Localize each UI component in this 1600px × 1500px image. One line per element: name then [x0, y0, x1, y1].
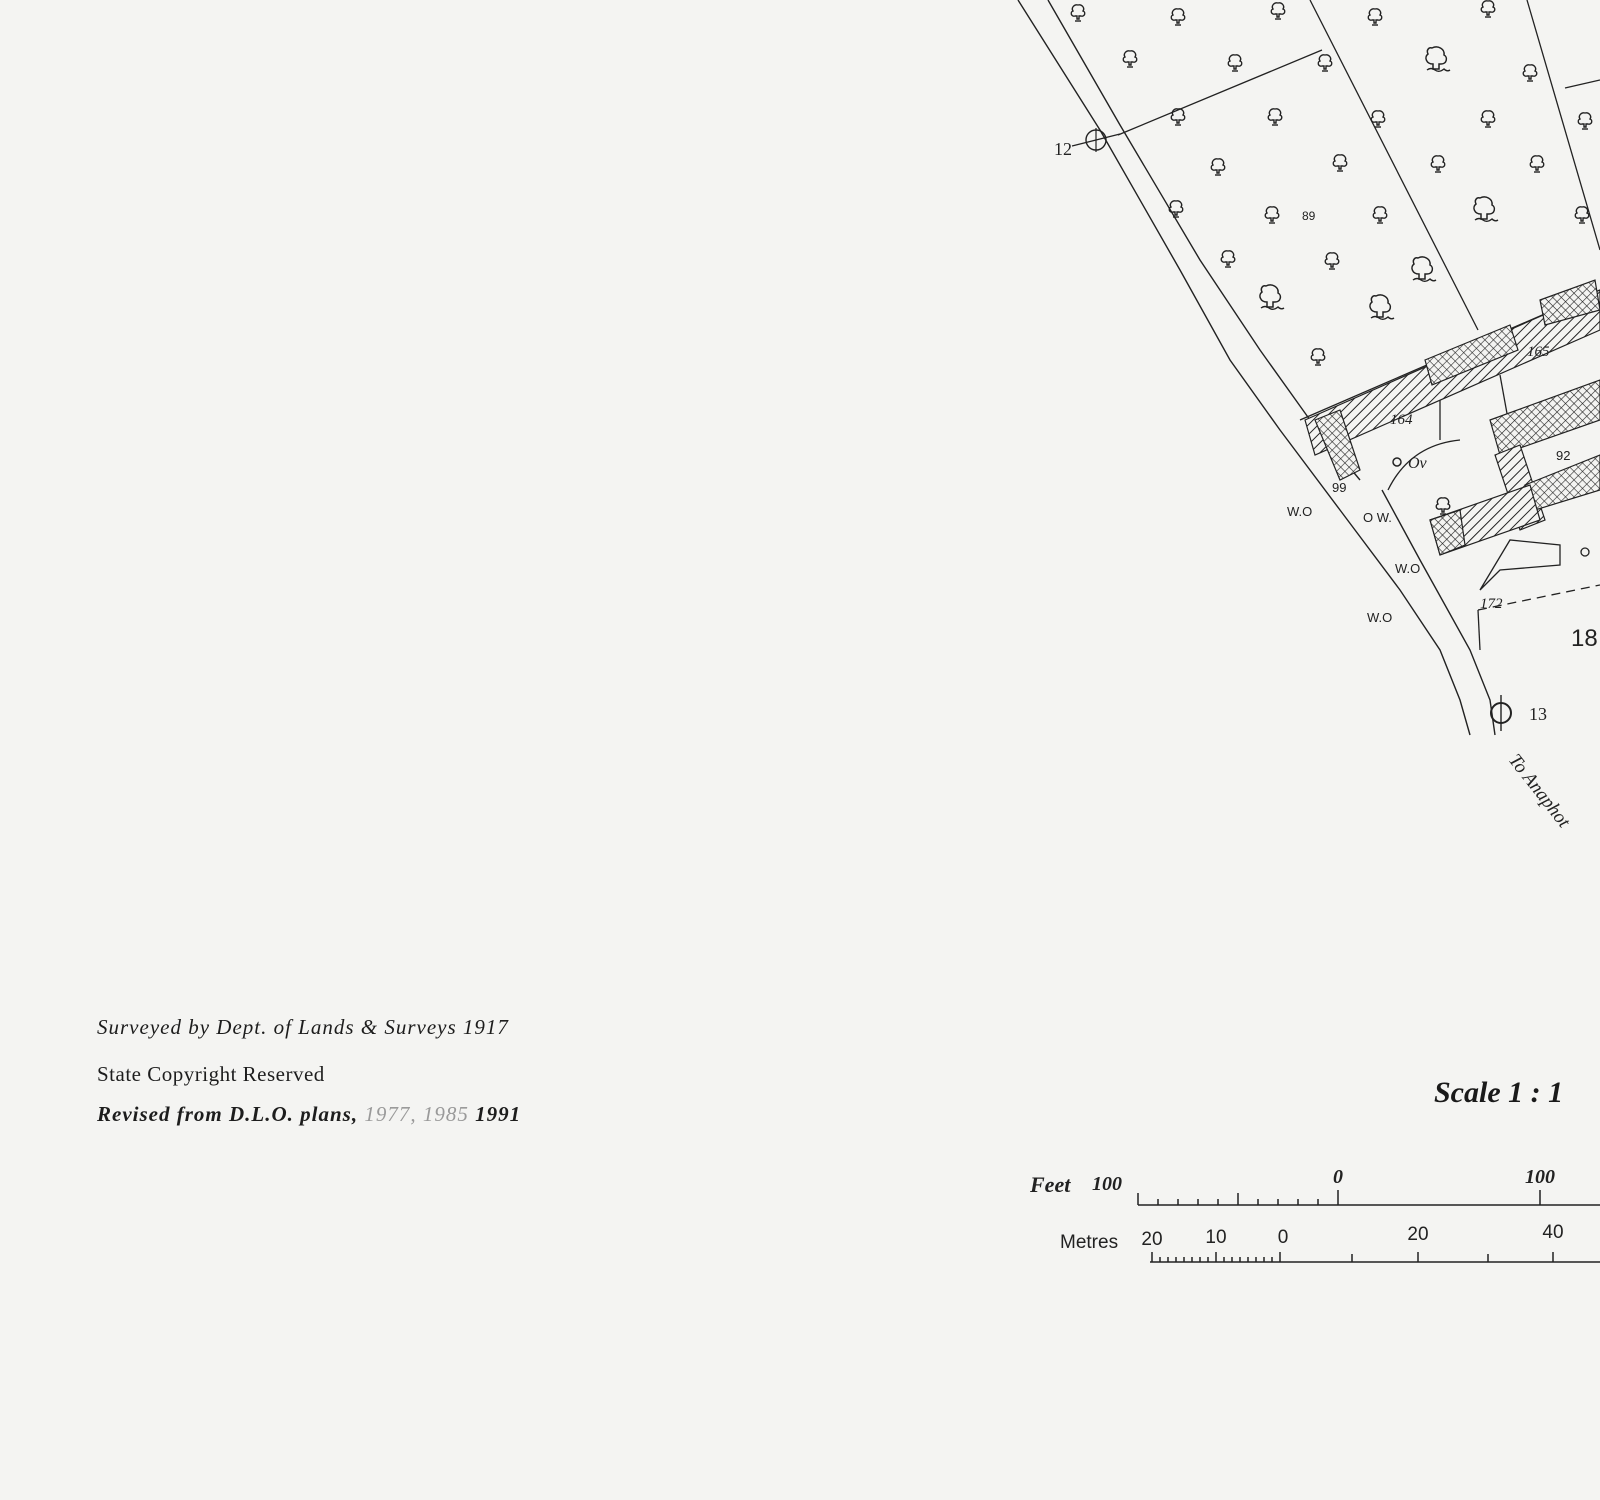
well-marker	[1581, 548, 1589, 556]
well-label: W.O	[1367, 610, 1393, 625]
scale-metres-tick: 20	[1141, 1229, 1163, 1250]
scale-metres-tick: 10	[1205, 1227, 1227, 1248]
well-label: O W.	[1363, 510, 1392, 525]
parcel-number-92: 92	[1556, 448, 1571, 463]
benchmark-12-label: 12	[1054, 139, 1072, 159]
parcel-number-164: 164	[1390, 412, 1413, 428]
scale-metres-tick: 20	[1407, 1224, 1429, 1245]
revision-note-year: 1991	[475, 1102, 522, 1126]
revision-note-years: 1977, 1985	[358, 1102, 476, 1126]
scale-feet-label: Feet	[1030, 1172, 1071, 1197]
copyright-notice: State Copyright Reserved	[97, 1062, 325, 1086]
buildings	[1305, 280, 1600, 555]
scale-feet-tick: 100	[1092, 1173, 1122, 1195]
parcel-number-89: 89	[1302, 209, 1316, 223]
survey-credit: Surveyed by Dept. of Lands & Surveys 1917	[97, 1015, 509, 1039]
scale-title: Scale 1 : 1	[1434, 1076, 1564, 1109]
well-marker	[1393, 458, 1401, 466]
scale-feet-tick: 100	[1525, 1166, 1555, 1188]
benchmark-13-label: 13	[1529, 704, 1547, 724]
scale-metres-tick: 0	[1277, 1227, 1289, 1248]
revision-note	[97, 1102, 521, 1127]
scale-metres-label: Metres	[1060, 1232, 1119, 1253]
scale-feet-tick: 0	[1333, 1166, 1343, 1188]
well-label: W.O	[1395, 561, 1421, 576]
parcel-number-18: 18	[1571, 625, 1598, 652]
parcel-number-172: 172	[1480, 596, 1503, 612]
revision-note-prefix: Revised from D.L.O. plans,	[97, 1102, 359, 1126]
scale-metres-tick: 40	[1542, 1222, 1564, 1243]
well-label: W.O	[1287, 504, 1313, 519]
benchmark-12	[1072, 128, 1120, 152]
road-label: To Anaphot	[1504, 750, 1575, 832]
well-label: Ov	[1408, 455, 1427, 472]
parcel-number-165: 165	[1527, 344, 1550, 360]
scale-bars	[1138, 1190, 1600, 1262]
parcel-number-99: 99	[1332, 480, 1347, 495]
